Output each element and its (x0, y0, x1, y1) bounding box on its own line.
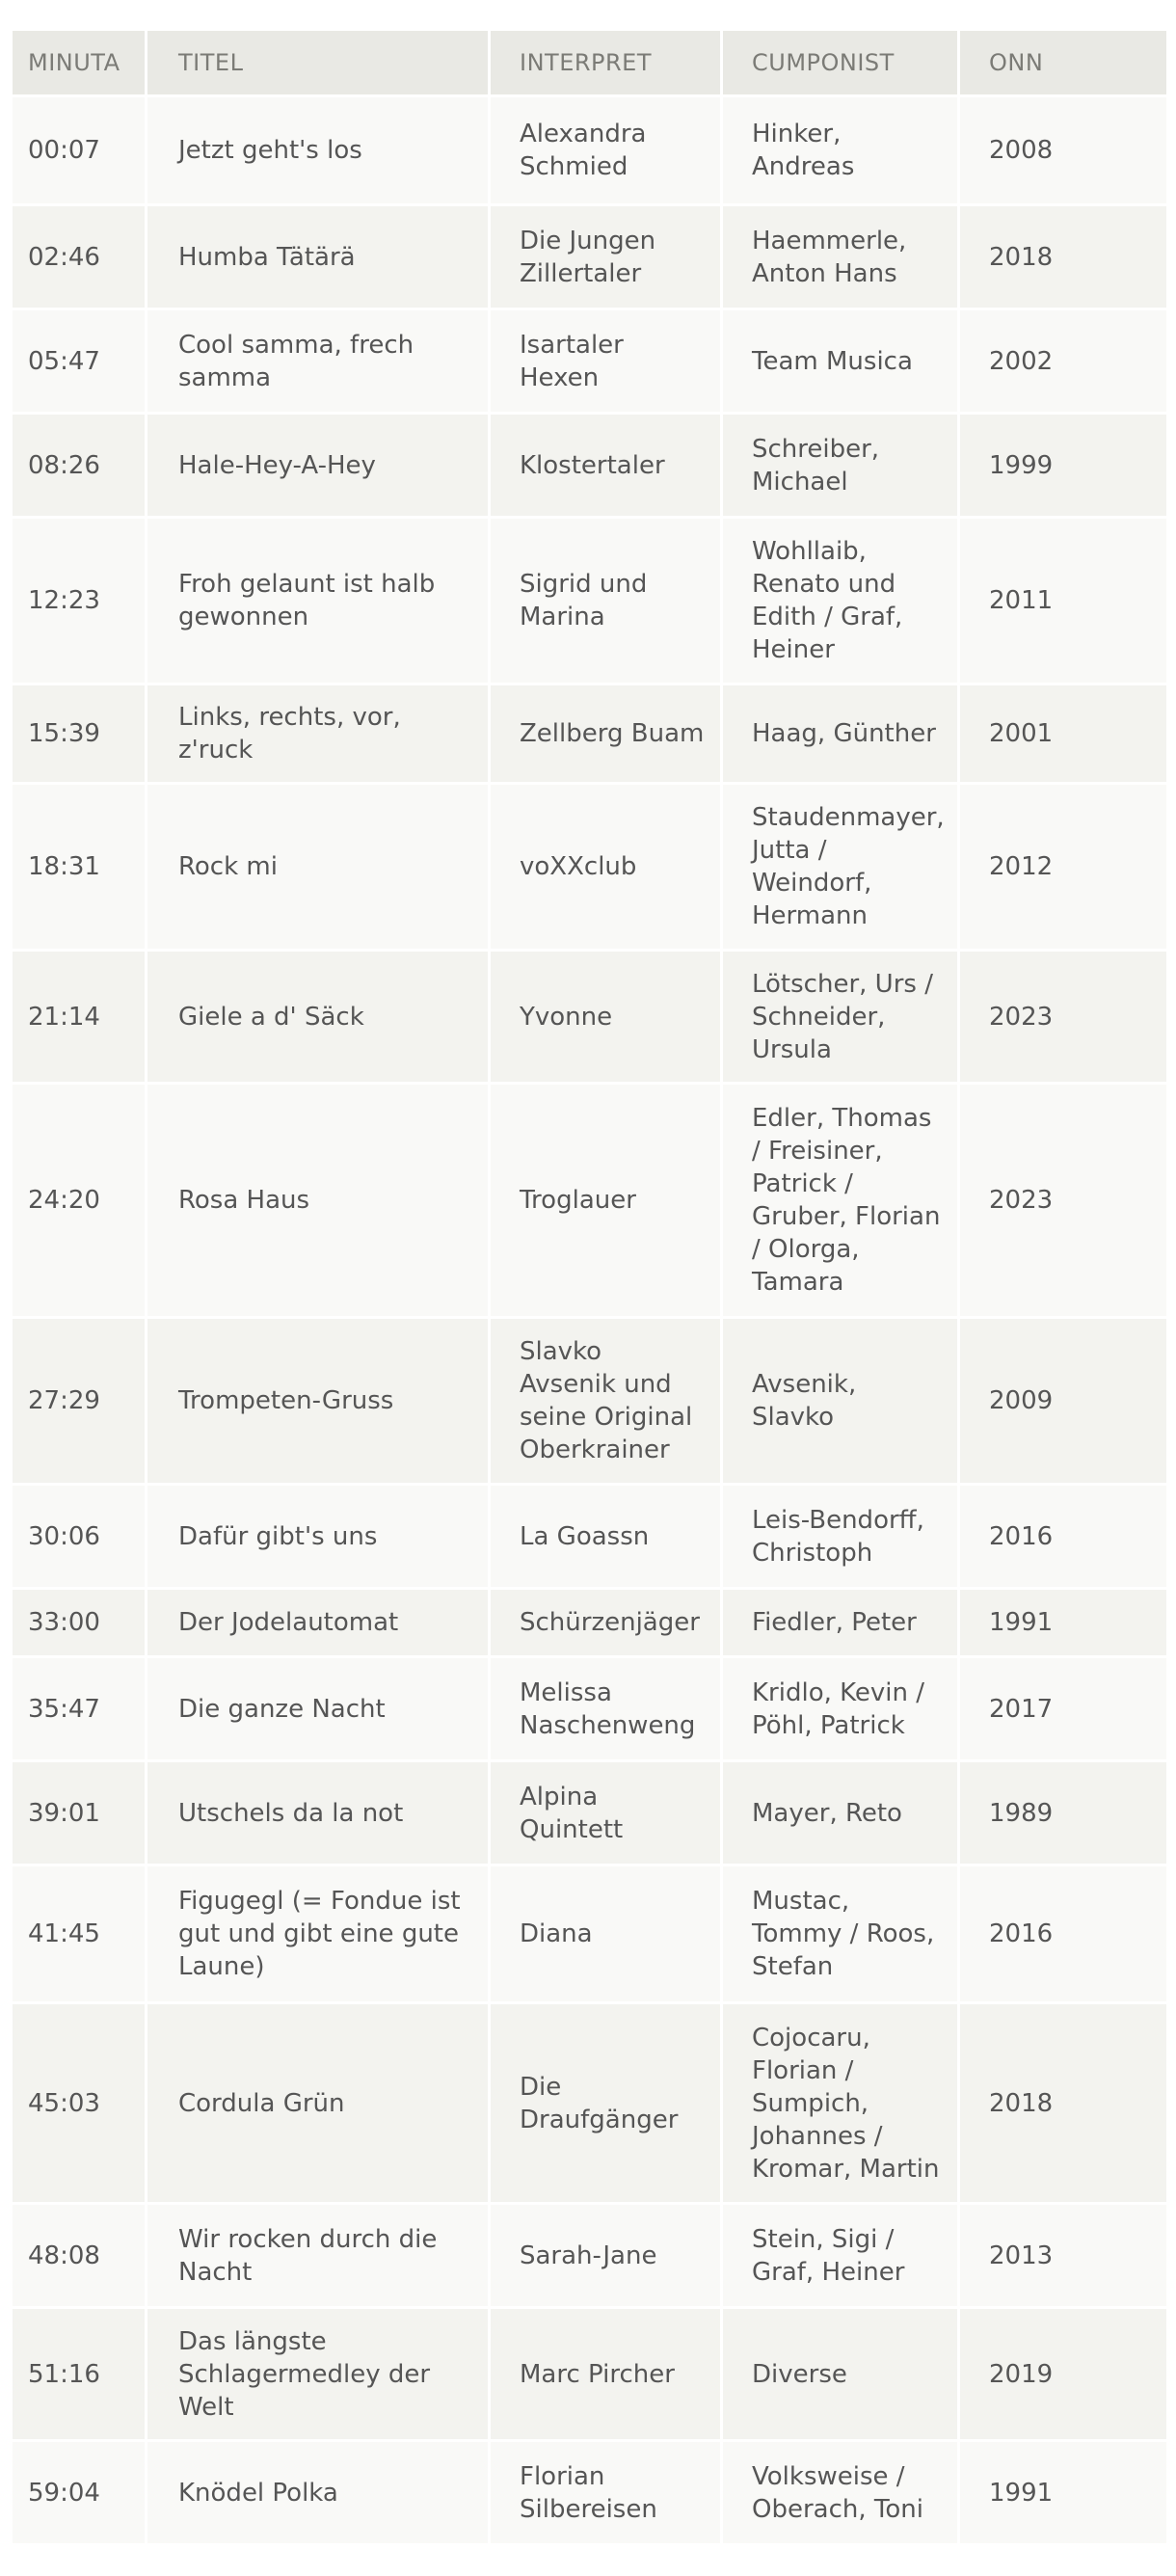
cell-year: 1991 (960, 1590, 1166, 1655)
header-minute: MINUTA (13, 31, 145, 94)
cell-composer: Staudenmayer, Jutta / Weindorf, Hermann (723, 785, 957, 949)
cell-composer: Mustac, Tommy / Roos, Stefan (723, 1866, 957, 2001)
cell-composer: Hinker, Andreas (723, 97, 957, 203)
table-row (13, 519, 1166, 683)
header-composer: CUMPONIST (723, 31, 957, 94)
cell-title: Wir rocken durch die Nacht (147, 2205, 488, 2306)
cell-title: Humba Tätärä (147, 206, 488, 308)
table-row (13, 785, 1166, 949)
cell-minute: 33:00 (13, 1590, 145, 1655)
cell-composer: Diverse (723, 2309, 957, 2439)
cell-minute: 08:26 (13, 415, 145, 516)
cell-minute: 59:04 (13, 2442, 145, 2543)
cell-year: 2011 (960, 519, 1166, 683)
cell-title: Das längste Schlagermedley der Welt (147, 2309, 488, 2439)
cell-performer: voXXclub (491, 785, 720, 949)
table-row (13, 2004, 1166, 2202)
cell-year: 2001 (960, 685, 1166, 782)
table-row (13, 1486, 1166, 1587)
cell-composer: Wohllaib, Renato und Edith / Graf, Heiner (723, 519, 957, 683)
cell-minute: 02:46 (13, 206, 145, 308)
cell-composer: Avsenik, Slavko (723, 1319, 957, 1483)
cell-title: Giele a d' Säck (147, 952, 488, 1082)
cell-year: 1991 (960, 2442, 1166, 2543)
table-row (13, 952, 1166, 1082)
cell-minute: 05:47 (13, 310, 145, 412)
cell-composer: Volksweise / Oberach, Toni (723, 2442, 957, 2543)
cell-composer: Schreiber, Michael (723, 415, 957, 516)
cell-minute: 30:06 (13, 1486, 145, 1587)
cell-title: Cordula Grün (147, 2004, 488, 2202)
cell-title: Knödel Polka (147, 2442, 488, 2543)
cell-minute: 48:08 (13, 2205, 145, 2306)
cell-minute: 51:16 (13, 2309, 145, 2439)
cell-performer: Troglauer (491, 1085, 720, 1316)
cell-performer: Die Draufgänger (491, 2004, 720, 2202)
cell-minute: 18:31 (13, 785, 145, 949)
cell-minute: 35:47 (13, 1658, 145, 1759)
cell-year: 2008 (960, 97, 1166, 203)
table-row (13, 685, 1166, 782)
cell-performer: Florian Silbereisen (491, 2442, 720, 2543)
header-title: TITEL (147, 31, 488, 94)
cell-performer: Isartaler Hexen (491, 310, 720, 412)
cell-minute: 00:07 (13, 97, 145, 203)
cell-composer: Haemmerle, Anton Hans (723, 206, 957, 308)
cell-performer: Klostertaler (491, 415, 720, 516)
cell-performer: Diana (491, 1866, 720, 2001)
cell-year: 2023 (960, 952, 1166, 1082)
cell-title: Cool samma, frech samma (147, 310, 488, 412)
cell-minute: 15:39 (13, 685, 145, 782)
cell-performer: Alexandra Schmied (491, 97, 720, 203)
cell-year: 2018 (960, 2004, 1166, 2202)
cell-composer: Leis-Bendorff, Christoph (723, 1486, 957, 1587)
table-row (13, 415, 1166, 516)
cell-performer: Sigrid und Marina (491, 519, 720, 683)
cell-year: 2017 (960, 1658, 1166, 1759)
cell-year: 2016 (960, 1866, 1166, 2001)
header-row (13, 31, 1166, 94)
cell-composer: Cojocaru, Florian / Sumpich, Johannes / Kromar, Martin (723, 2004, 957, 2202)
table-row (13, 97, 1166, 203)
cell-title: Der Jodelautomat (147, 1590, 488, 1655)
cell-year: 2012 (960, 785, 1166, 949)
cell-year: 2002 (960, 310, 1166, 412)
cell-title: Dafür gibt's uns (147, 1486, 488, 1587)
cell-performer: Die Jungen Zillertaler (491, 206, 720, 308)
table-row (13, 1866, 1166, 2001)
table-row (13, 310, 1166, 412)
cell-composer: Haag, Günther (723, 685, 957, 782)
cell-title: Jetzt geht's los (147, 97, 488, 203)
cell-performer: Sarah-Jane (491, 2205, 720, 2306)
cell-performer: Alpina Quintett (491, 1762, 720, 1864)
cell-minute: 45:03 (13, 2004, 145, 2202)
table-row (13, 2442, 1166, 2543)
table-header (13, 31, 1166, 94)
cell-year: 2018 (960, 206, 1166, 308)
table-row (13, 1085, 1166, 1316)
cell-minute: 12:23 (13, 519, 145, 683)
cell-title: Hale-Hey-A-Hey (147, 415, 488, 516)
cell-year: 2019 (960, 2309, 1166, 2439)
cell-performer: Slavko Avsenik und seine Original Oberkrainer (491, 1319, 720, 1483)
cell-year: 2023 (960, 1085, 1166, 1316)
cell-composer: Lötscher, Urs / Schneider, Ursula (723, 952, 957, 1082)
cell-composer: Mayer, Reto (723, 1762, 957, 1864)
table-row (13, 2205, 1166, 2306)
table-row (13, 1658, 1166, 1759)
cell-performer: Zellberg Buam (491, 685, 720, 782)
cell-performer: Yvonne (491, 952, 720, 1082)
cell-performer: Melissa Naschenweng (491, 1658, 720, 1759)
cell-composer: Team Musica (723, 310, 957, 412)
cell-year: 2016 (960, 1486, 1166, 1587)
cell-performer: Schürzenjäger (491, 1590, 720, 1655)
cell-title: Rock mi (147, 785, 488, 949)
cell-composer: Stein, Sigi / Graf, Heiner (723, 2205, 957, 2306)
cell-title: Links, rechts, vor, z'ruck (147, 685, 488, 782)
cell-performer: La Goassn (491, 1486, 720, 1587)
cell-composer: Edler, Thomas / Freisiner, Patrick / Gruber, Florian / Olorga, Tamara (723, 1085, 957, 1316)
header-year: ONN (960, 31, 1166, 94)
cell-title: Figugegl (= Fondue ist gut und gibt eine gute Laune) (147, 1866, 488, 2001)
cell-composer: Kridlo, Kevin / Pöhl, Patrick (723, 1658, 957, 1759)
cell-year: 2013 (960, 2205, 1166, 2306)
cell-title: Trompeten-Gruss (147, 1319, 488, 1483)
cell-title: Rosa Haus (147, 1085, 488, 1316)
table-row (13, 206, 1166, 308)
cell-year: 2009 (960, 1319, 1166, 1483)
playlist-table-container (10, 28, 1166, 2546)
cell-composer: Fiedler, Peter (723, 1590, 957, 1655)
table-row (13, 1762, 1166, 1864)
cell-minute: 24:20 (13, 1085, 145, 1316)
cell-title: Utschels da la not (147, 1762, 488, 1864)
header-performer: INTERPRET (491, 31, 720, 94)
cell-title: Die ganze Nacht (147, 1658, 488, 1759)
table-row (13, 1590, 1166, 1655)
cell-minute: 39:01 (13, 1762, 145, 1864)
cell-performer: Marc Pircher (491, 2309, 720, 2439)
cell-minute: 21:14 (13, 952, 145, 1082)
table-row (13, 2309, 1166, 2439)
cell-minute: 41:45 (13, 1866, 145, 2001)
cell-year: 1999 (960, 415, 1166, 516)
cell-title: Froh gelaunt ist halb gewonnen (147, 519, 488, 683)
cell-year: 1989 (960, 1762, 1166, 1864)
playlist-table (10, 28, 1169, 2546)
table-body (13, 97, 1166, 2543)
cell-minute: 27:29 (13, 1319, 145, 1483)
table-row (13, 1319, 1166, 1483)
